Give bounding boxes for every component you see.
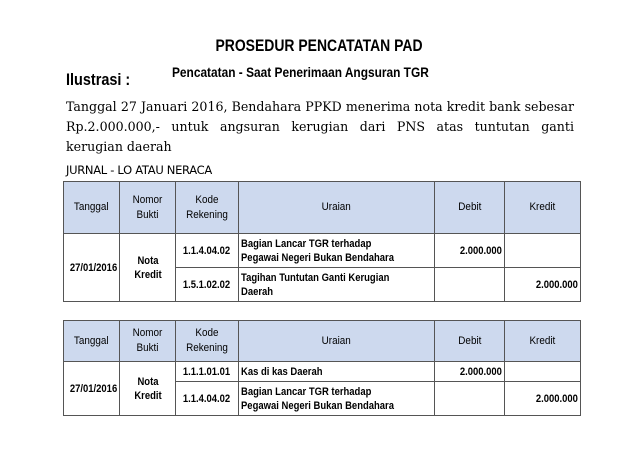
cell-uraian: Tagihan Tuntutan Ganti Kerugian Daerah [239,268,435,302]
table-header-row [64,182,581,234]
page-subtitle: Pencatatan - Saat Penerimaan Angsuran TGR [172,64,429,80]
header-nomor-bukti: Nomor Bukti [120,182,176,234]
page-title: PROSEDUR PENCATATAN PAD [215,36,423,55]
cell-uraian: Bagian Lancar TGR terhadap Pegawai Negeri Bukan Bendahara [239,234,435,268]
cell-uraian: Kas di kas Daerah [239,362,435,382]
header-uraian: Uraian [239,321,435,362]
cell-kredit: 2.000.000 [505,382,581,416]
cell-kredit [505,234,581,268]
header-kredit: Kredit [505,321,581,362]
journal-table-1 [63,181,581,302]
journal-heading: JURNAL - LO ATAU NERACA [66,163,212,177]
cell-debit [435,382,505,416]
cell-kode: 1.1.4.04.02 [176,382,239,416]
cell-debit: 2.000.000 [435,362,505,382]
header-kode-rekening: Kode Rekening [176,182,239,234]
header-uraian: Uraian [239,182,435,234]
header-kredit: Kredit [505,182,581,234]
header-kode-rekening: Kode Rekening [176,321,239,362]
header-tanggal: Tanggal [64,321,120,362]
cell-uraian: Bagian Lancar TGR terhadap Pegawai Negeri Bukan Bendahara [239,382,435,416]
journal-table-2 [63,320,581,416]
header-nomor-bukti: Nomor Bukti [120,321,176,362]
cell-kredit [505,362,581,382]
cell-kredit: 2.000.000 [505,268,581,302]
header-debit: Debit [435,321,505,362]
table-row [64,362,581,382]
cell-kode: 1.1.4.04.02 [176,234,239,268]
cell-nomor-bukti: Nota Kredit [120,234,176,302]
cell-nomor-bukti: Nota Kredit [120,362,176,416]
table-row [64,234,581,268]
cell-kode: 1.5.1.02.02 [176,268,239,302]
cell-tanggal: 27/01/2016 [64,362,120,416]
header-tanggal: Tanggal [64,182,120,234]
cell-tanggal: 27/01/2016 [64,234,120,302]
cell-debit [435,268,505,302]
header-debit: Debit [435,182,505,234]
cell-kode: 1.1.1.01.01 [176,362,239,382]
table-header-row [64,321,581,362]
ilustrasi-label: Ilustrasi : [66,70,131,89]
illustration-paragraph: Tanggal 27 Januari 2016, Bendahara PPKD menerima nota kredit bank sebesar Rp.2.000.000,- untuk angsuran kerugian dari PNS atas tuntutan ganti kerugian daerah [66,99,574,154]
cell-debit: 2.000.000 [435,234,505,268]
